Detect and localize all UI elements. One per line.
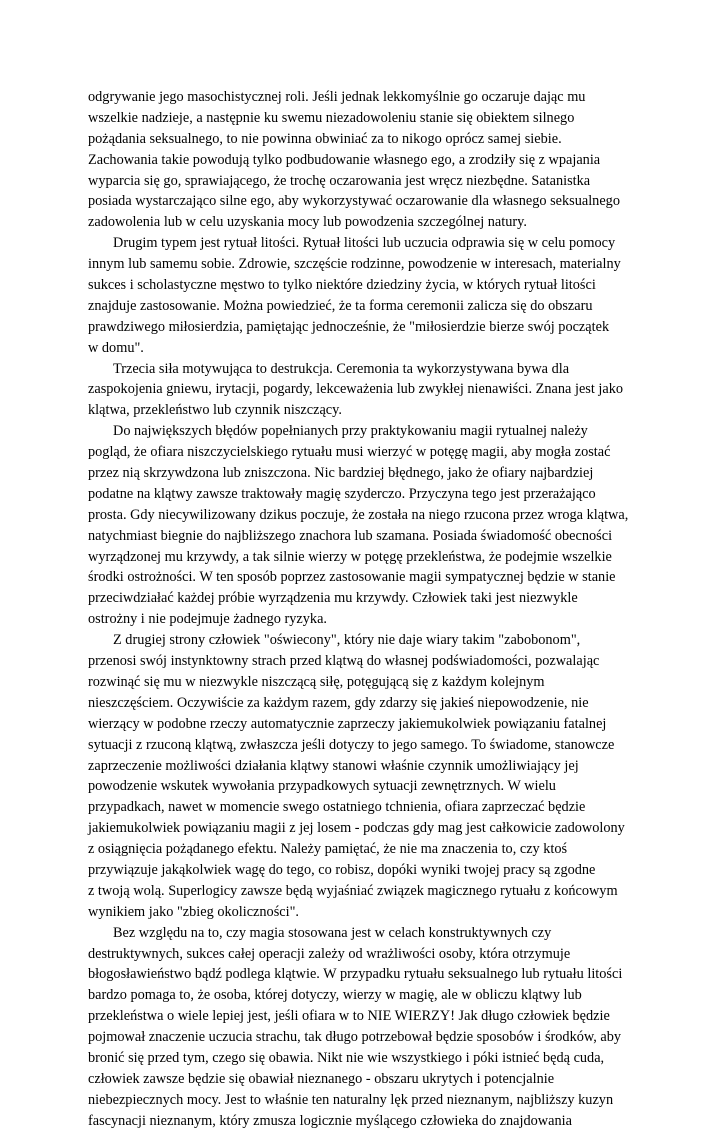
text-line: powodzenie wskutek wywołania przypadkowych sytuacji zewnętrznych. W wielu xyxy=(88,778,556,795)
text-line: niebezpiecznych mocy. Jest to właśnie ten naturalny lęk przed nieznanym, najbliższy kuzyn xyxy=(88,1091,614,1108)
text-line: nieszczęściem. Oczywiście za każdym razem, gdy zdarzy się jakieś niepowodzenie, nie xyxy=(88,694,589,711)
text-line: prawdziwego miłosierdzia, pamiętając jednocześnie, że "miłosierdzie bierze swój początek xyxy=(88,318,610,335)
text-line: błogosławieństwo bądź podlega klątwie. W przypadku rytuału seksualnego lub rytuału litości xyxy=(88,966,623,983)
text-line: Drugim typem jest rytuał litości. Rytuał litości lub uczucia odprawia się w celu pomocy xyxy=(113,235,616,252)
text-line: wszelkie nadzieje, a następnie ku swemu niezadowoleniu stanie się obiektem silnego xyxy=(88,109,575,126)
text-line: przypadkach, nawet w momencie swego ostatniego tchnienia, ofiara zaprzeczać będzie xyxy=(88,799,586,816)
text-line: pojmował znaczenie uczucia strachu, tak długo potrzebował będzie sposobów i środków, aby xyxy=(88,1029,622,1046)
text-line: fascynacji nieznanym, który zmusza logicznie myślącego człowieka do znajdowania xyxy=(88,1112,572,1129)
text-line: innym lub samemu sobie. Zdrowie, szczęście rodzinne, powodzenie w interesach, materialny xyxy=(88,256,621,273)
text-line: Zachowania takie powodują tylko podbudowanie własnego ego, a zrodziły się z wpajania xyxy=(88,151,601,168)
text-line: prosta. Gdy niecywilizowany dzikus poczuje, że została na niego rzucona przez wroga klątwa, xyxy=(88,506,629,523)
document-page xyxy=(88,87,648,1132)
text-line: natychmiast biegnie do najbliższego znachora lub szamana. Posiada świadomość obecności xyxy=(88,527,613,544)
text-line: zaspokojenia gniewu, irytacji, pogardy, lekceważenia lub zwykłej nienawiści. Znana jest jako xyxy=(88,381,624,398)
text-line: bardzo pomaga to, że osoba, której dotyczy, wierzy w magię, ale w obliczu klątwy lub xyxy=(88,987,582,1004)
text-line: zadowolenia lub w celu uzyskania mocy lub powodzenia szczególnej natury. xyxy=(88,214,527,231)
text-line: przywiązuje jakąkolwiek wagę do tego, co robisz, dopóki wyniki twojej pracy są zgodne xyxy=(88,861,596,878)
text-line: przekleństwa o wiele lepiej jest, jeśli ofiara w to NIE WIERZY! Jak długo człowiek będzie xyxy=(88,1008,610,1025)
text-line: posiada wystarczająco silne ego, aby wykorzystywać oczarowanie dla własnego seksualnego xyxy=(88,193,620,210)
text-line: pożądania seksualnego, to nie powinna obwiniać za to nikogo oprócz samej siebie. xyxy=(88,130,562,147)
text-line: Bez względu na to, czy magia stosowana jest w celach konstruktywnych czy xyxy=(113,924,552,941)
text-line: rozwinąć się mu w niezwykle niszczącą siłę, potęgującą się z każdym kolejnym xyxy=(88,673,545,690)
text-line: wierzący w podobne rzeczy automatycznie zaprzeczy jakiemukolwiek powiązaniu fatalnej xyxy=(88,715,607,732)
text-line: wyrządzonej mu krzywdy, a tak silnie wierzy w potęgę przekleństwa, że podejmie wszelkie xyxy=(88,548,612,565)
text-line: przeciwdziałać każdej próbie wyrządzenia mu krzywdy. Człowiek taki jest niezwykle xyxy=(88,590,578,607)
text-line: przez nią skrzywdzona lub zniszczona. Nic bardziej błędnego, jako że ofiary najbardziej xyxy=(88,465,594,482)
text-line: pogląd, że ofiara niszczycielskiego rytuału musi wierzyć w potęgę magii, aby mogła zostać xyxy=(88,444,611,461)
text-line: w domu". xyxy=(88,339,144,356)
text-line: sytuacji z rzuconą klątwą, zwłaszcza jeśli dotyczy to jego samego. To świadome, stanowcze xyxy=(88,736,615,753)
text-line: zaprzeczenie możliwości działania klątwy stanowi właśnie czynnik umożliwiający jej xyxy=(88,757,579,774)
text-line: bronić się przed tym, czego się obawia. Nikt nie wie wszystkiego i póki istnieć będą cuda, xyxy=(88,1049,605,1066)
text-line: Do największych błędów popełnianych przy praktykowaniu magii rytualnej należy xyxy=(113,423,588,440)
text-line: przenosi swój instynktowny strach przed klątwą do własnej podświadomości, pozwalając xyxy=(88,653,600,670)
text-line: jakiemukolwiek powiązaniu magii z jej losem - podczas gdy mag jest całkowicie zadowolony xyxy=(88,820,625,837)
text-line: z osiągnięcia pożądanego efektu. Należy pamiętać, że nie ma znaczenia to, czy ktoś xyxy=(88,841,568,858)
text-line: człowiek zawsze będzie się obawiał nieznanego - obszaru ukrytych i potencjalnie xyxy=(88,1070,555,1087)
text-line: podatne na klątwy zawsze traktowały magię szyderczo. Przyczyna tego jest przerażająco xyxy=(88,485,596,502)
text-line: Trzecia siła motywująca to destrukcja. Ceremonia ta wykorzystywana bywa dla xyxy=(113,360,570,377)
text-line: znajduje zastosowanie. Można powiedzieć, że ta forma ceremonii zalicza się do obszaru xyxy=(88,297,593,314)
text-line: wynikiem jako "zbieg okoliczności". xyxy=(88,903,299,920)
text-line: klątwa, przekleństwo lub czynnik niszczący. xyxy=(88,402,342,419)
text-line: sukces i scholastyczne męstwo to tylko niektóre dziedziny życia, w których rytuał litości xyxy=(88,277,596,294)
text-line: ostrożny i nie podejmuje żadnego ryzyka. xyxy=(88,611,327,628)
text-line: środki ostrożności. W ten sposób poprzez zastosowanie magii sympatycznej będzie w stanie xyxy=(88,569,616,586)
text-line: odgrywanie jego masochistycznej roli. Jeśli jednak lekkomyślnie go oczaruje dając mu xyxy=(88,89,586,105)
text-line: wyparcia się go, sprawiającego, że trochę oczarowania jest wręcz niezbędne. Satanistka xyxy=(88,172,591,189)
text-line: destruktywnych, sukces całej operacji zależy od wrażliwości osoby, która otrzymuje xyxy=(88,945,571,962)
text-line: z twoją wolą. Superlogicy zawsze będą wyjaśniać związek magicznego rytuału z końcowym xyxy=(88,882,618,899)
text-line: Z drugiej strony człowiek "oświecony", który nie daje wiary takim "zabobonom", xyxy=(113,632,581,649)
